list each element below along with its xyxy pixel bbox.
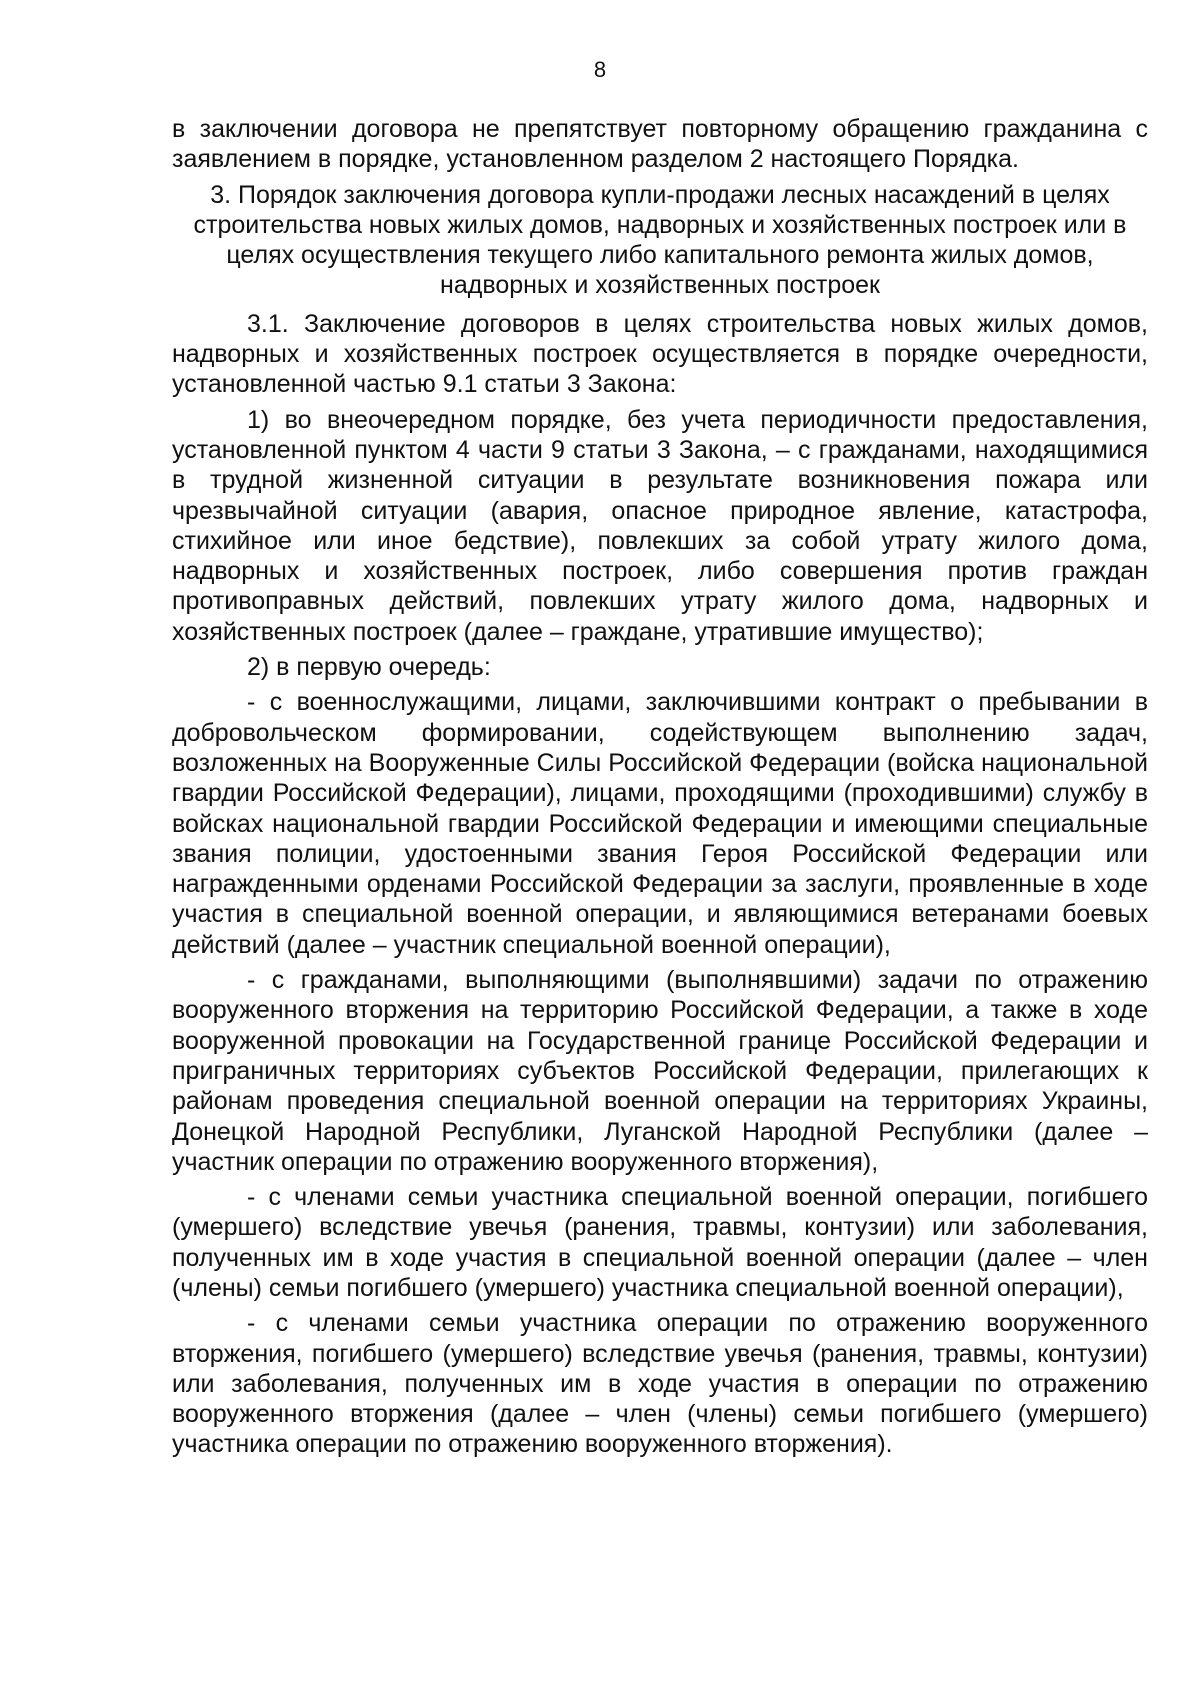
paragraph-bullet-invasion-participants: - с гражданами, выполняющими (выполнявшими) задачи по отражению вооруженного вторжения на территорию Российской Федерации, а также в ходе вооруженной провокации на Государственной границе Российской Федерации и приграничных территориях субъектов Российской Федерации, прилегающих к районам проведения специальной военной операции на территориях Украины, Донецкой Народной Республики, Луганской Народной Республики (далее – участник операции по отражению вооруженного вторжения), [172, 966, 1148, 1176]
paragraph-item-1: 1) во внеочередном порядке, без учета периодичности предоставления, установленной пунктом 4 части 9 статьи 3 Закона, – с гражданами, находящимися в трудной жизненной ситуации в результате возникновения пожара или чрезвычайной ситуации (авария, опасное природное явление, катастрофа, стихийное или иное бедствие), повлекших за собой утрату жилого дома, надворных и хозяйственных построек, либо совершения против граждан противоправных действий, повлекших утрату жилого дома, надворных и хозяйственных построек (далее – граждане, утратившие имущество); [172, 405, 1148, 646]
paragraph-bullet-family-invasion: - с членами семьи участника операции по отражению вооруженного вторжения, погибшего (умершего) вследствие увечья (ранения, травмы, контузии) или заболевания, полученных им в ходе участия в операции по отражению вооруженного вторжения (далее – член (члены) семьи погибшего (умершего) участника операции по отражению вооруженного вторжения). [172, 1309, 1148, 1459]
section-heading: 3. Порядок заключения договора купли-продажи лесных насаждений в целях строительства новых жилых домов, надворных и хозяйственных построек или в целях осуществления текущего либо капитального ремонта жилых домов, надворных и хозяйственных построек [193, 180, 1127, 300]
paragraph-bullet-family-svo: - с членами семьи участника специальной военной операции, погибшего (умершего) вследствие увечья (ранения, травмы, контузии) или заболевания, полученных им в ходе участия в специальной военной операции (далее – член (члены) семьи погибшего (умершего) участника специальной военной операции), [172, 1183, 1148, 1302]
paragraph-3-1: 3.1. Заключение договоров в целях строительства новых жилых домов, надворных и хозяйственных построек осуществляется в порядке очередности, установленной частью 9.1 статьи 3 Закона: [172, 309, 1148, 399]
paragraph-item-2: 2) в первую очередь: [247, 653, 491, 682]
paragraph-bullet-servicemen: - с военнослужащими, лицами, заключившими контракт о пребывании в добровольческом формировании, содействующем выполнению задач, возложенных на Вооруженные Силы Российской Федерации (войска национальной гвардии Российской Федерации), лицами, проходящими (проходившими) службу в войсках национальной гвардии Российской Федерации и имеющими специальные звания полиции, удостоенными звания Героя Российской Федерации или награжденными орденами Российской Федерации за заслуги, проявленные в ходе участия в специальной военной операции, и являющимися ветеранами боевых действий (далее – участник специальной военной операции), [172, 688, 1148, 959]
page-number: 8 [593, 57, 607, 82]
paragraph-continuation: в заключении договора не препятствует повторному обращению гражданина с заявлением в порядке, установленном разделом 2 настоящего Порядка. [172, 115, 1148, 174]
document-body [172, 114, 1148, 1465]
